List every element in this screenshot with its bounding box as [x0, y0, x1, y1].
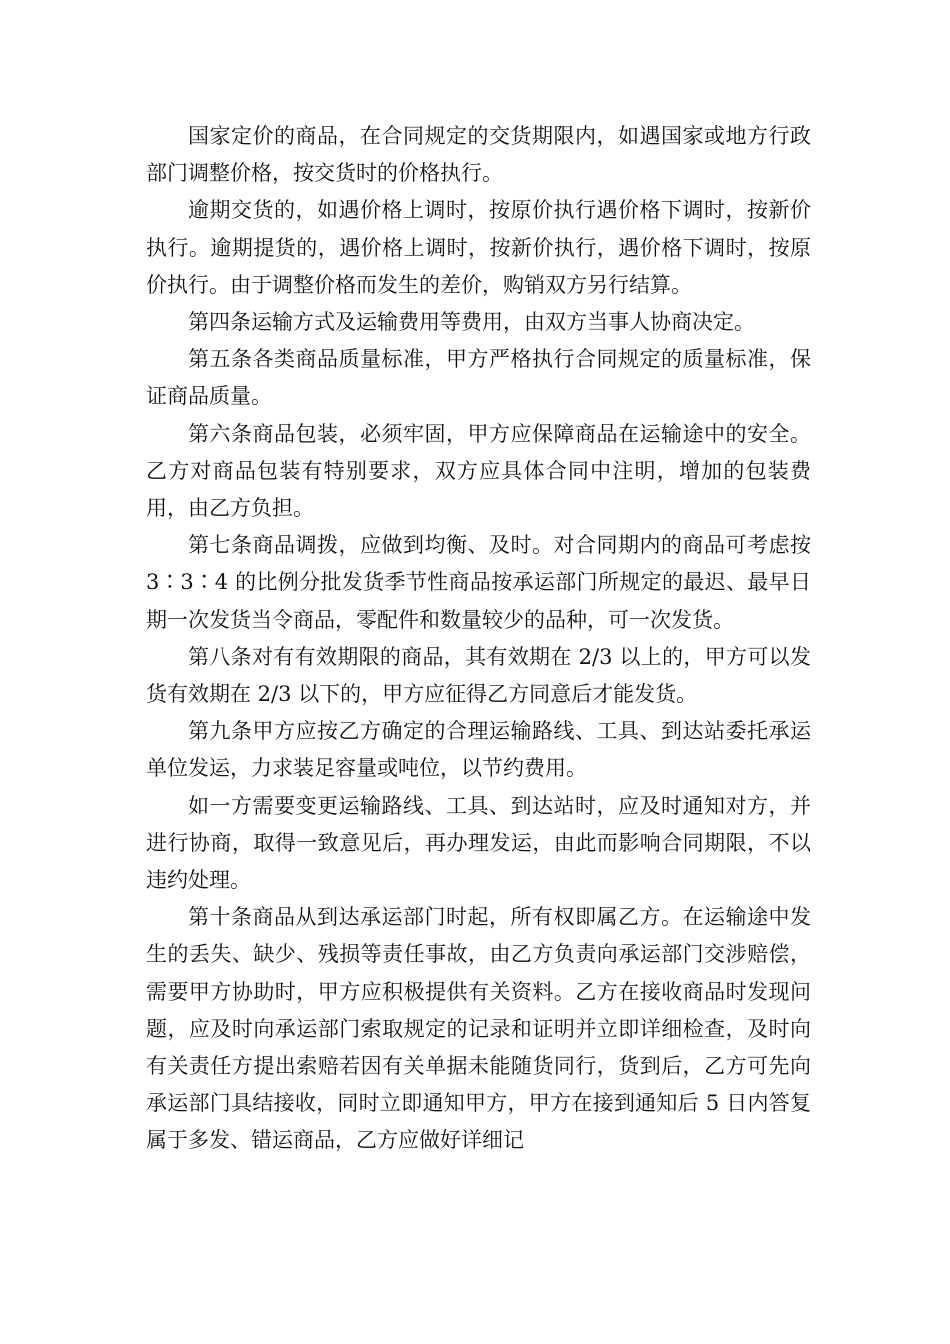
paragraph-article-4: 第四条运输方式及运输费用等费用，由双方当事人协商决定。	[188, 310, 755, 335]
paragraph-article-10: 第十条商品从到达承运部门时起，所有权即属乙方。在运输途中发生的丢失、缺少、残损等责任事故，由乙方负责向承运部门交涉赔偿，需要甲方协助时，甲方应积极提供有关资料。乙方在接收商品时发现问题，应及时向承运部门索取规定的记录和证明并立即详细检查，及时向有关责任方提出索赔若因有关单据未能随货同行，货到后，乙方可先向承运部门具结接收，同时立即通知甲方，甲方在接到通知后 5 日内答复属于多发、错运商品，乙方应做好详细记	[146, 905, 811, 1153]
paragraph-article-6: 第六条商品包装，必须牢固，甲方应保障商品在运输途中的安全。乙方对商品包装有特别要求，双方应具体合同中注明，增加的包装费用，由乙方负担。	[146, 421, 811, 521]
paragraph-article-5: 第五条各类商品质量标准，甲方严格执行合同规定的质量标准，保证商品质量。	[146, 347, 811, 409]
document-body	[146, 118, 811, 1160]
paragraph-article-7: 第七条商品调拨，应做到均衡、及时。对合同期内的商品可考虑按 3∶3∶4 的比例分批发货季节性商品按承运部门所规定的最迟、最早日期一次发货当令商品，零配件和数量较少的品种，可一次发货。	[146, 533, 811, 632]
paragraph-article-8: 第八条对有有效期限的商品，其有效期在 2/3 以上的，甲方可以发货有效期在 2/3 以下的，甲方应征得乙方同意后才能发货。	[146, 644, 811, 707]
paragraph-article-9: 第九条甲方应按乙方确定的合理运输路线、工具、到达站委托承运单位发运，力求装足容量或吨位，以节约费用。	[146, 719, 811, 781]
paragraph-route-change: 如一方需要变更运输路线、工具、到达站时，应及时通知对方，并进行协商，取得一致意见后，再办理发运，由此而影响合同期限，不以违约处理。	[146, 793, 811, 893]
paragraph-overdue-delivery: 逾期交货的，如遇价格上调时，按原价执行遇价格下调时，按新价执行。逾期提货的，遇价格上调时，按新价执行，遇价格下调时，按原价执行。由于调整价格而发生的差价，购销双方另行结算。	[146, 198, 811, 297]
paragraph-price-adjustment: 国家定价的商品，在合同规定的交货期限内，如遇国家或地方行政部门调整价格，按交货时的价格执行。	[146, 124, 811, 186]
